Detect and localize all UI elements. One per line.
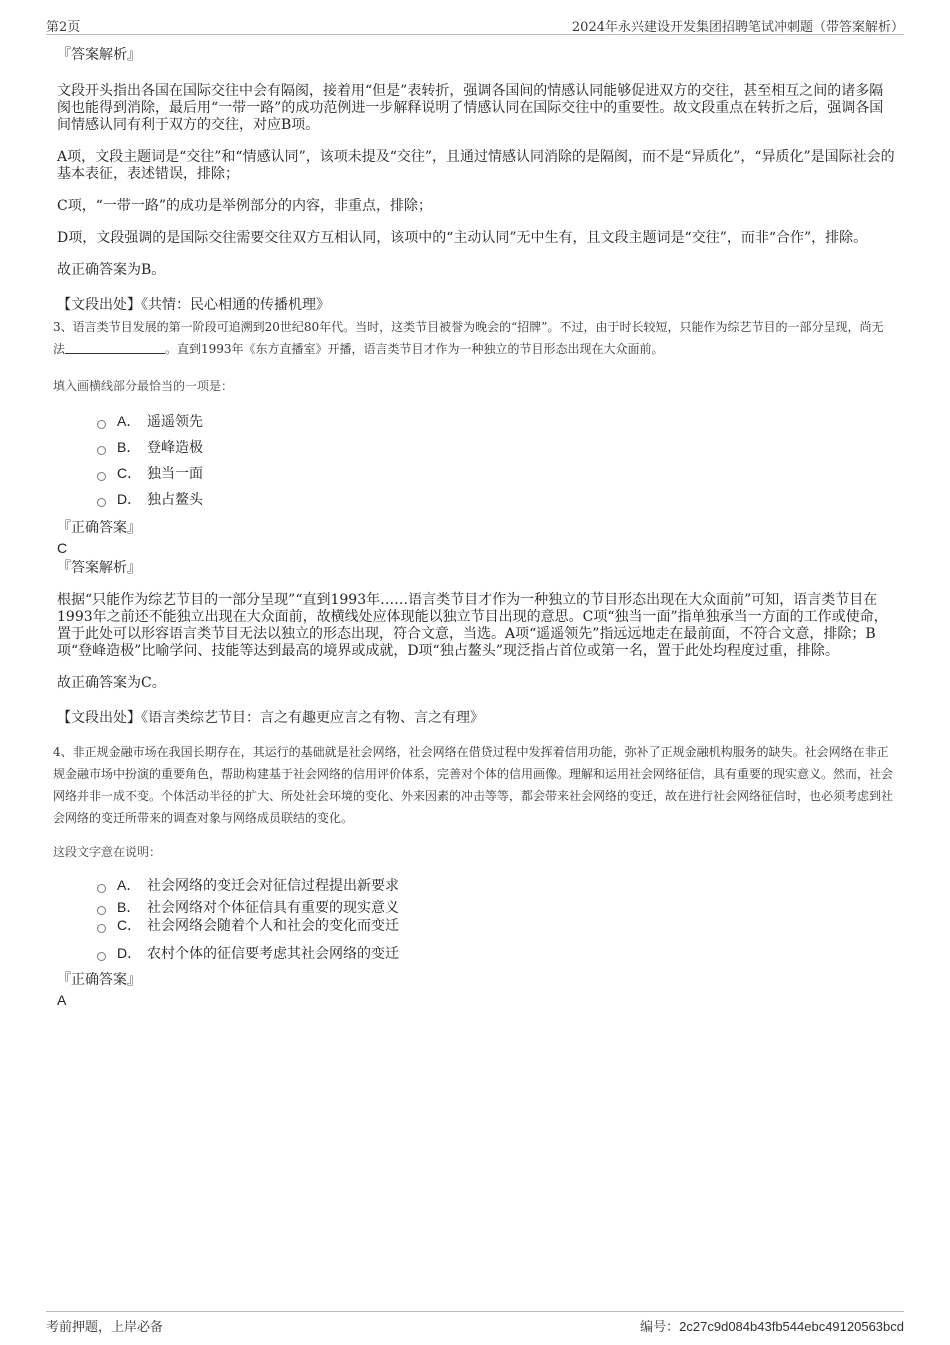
page-header	[46, 14, 904, 35]
question-4-prompt: 这段文字意在说明：	[53, 845, 162, 859]
option-d[interactable]: D． 独占鳌头	[97, 486, 897, 512]
question-3-text: 3、语言类节目发展的第一阶段可追溯到20世纪80年代。当时，这类节目被誉为晚会的“招牌”。不过，由于时长较短，只能作为综艺节目的一部分呈现，尚无法 。直到1993年《东方直播室》开播，语言类节目才作为一种独立的节目形态出现在大众面前。	[53, 320, 884, 356]
document-title: 2024年永兴建设开发集团招聘笔试冲刺题（带答案解析）	[571, 20, 904, 35]
question-3-prompt: 填入画横线部分最恰当的一项是：	[53, 379, 234, 393]
question-4-options	[97, 872, 897, 966]
option-b[interactable]: B． 社会网络对个体征信具有重要的现实意义	[97, 898, 897, 916]
option-a[interactable]: A． 社会网络的变迁会对征信过程提出新要求	[97, 872, 897, 898]
analysis-conclusion: 故正确答案为C。	[57, 675, 166, 691]
source-citation: 【文段出处】《语言类综艺节目：言之有趣更应言之有物、言之有理》	[57, 710, 484, 726]
analysis-heading: 『答案解析』	[57, 47, 141, 63]
source-citation: 【文段出处】《共情：民心相通的传播机理》	[57, 297, 330, 313]
page-footer	[46, 1311, 904, 1335]
correct-answer-heading: 『正确答案』	[57, 972, 141, 988]
option-a[interactable]: A． 遥遥领先	[97, 408, 897, 434]
radio-icon[interactable]	[97, 952, 106, 961]
radio-icon[interactable]	[97, 420, 106, 429]
correct-answer-heading: 『正确答案』	[57, 520, 141, 536]
fill-in-blank	[65, 341, 165, 354]
question-3-options	[97, 408, 897, 512]
radio-icon[interactable]	[97, 446, 106, 455]
question-4-text: 4、非正规金融市场在我国长期存在，其运行的基础就是社会网络，社会网络在借贷过程中发挥着信用功能，弥补了正规金融机构服务的缺失。社会网络在非正规金融市场中扮演的重要角色，帮助构建基于社会网络的信用评价体系，完善对个体的信用画像。理解和运用社会网络征信，具有重要的现实意义。然而，社会网络并非一成不变。个体活动半径的扩大、所处社会环境的变化、外来因素的冲击等等，都会带来社会网络的变迁，故在进行社会网络征信时，也必须考虑到社会网络的变迁所带来的调查对象与网络成员联结的变化。	[53, 745, 894, 825]
correct-answer-value: C	[57, 540, 68, 556]
radio-icon[interactable]	[97, 498, 106, 507]
page-number: 第2页	[46, 20, 81, 35]
analysis-paragraph: 文段开头指出各国在国际交往中会有隔阂，接着用“但是”表转折，强调各国间的情感认同能够促进双方的交往，甚至相互之间的诸多隔阂也能得到消除，最后用“一带一路”的成功范例进一步解释说明了情感认同在国际交往中的重要性。故文段重点在转折之后，强调各国间情感认同有利于双方的交往，对应B项。	[57, 83, 884, 133]
option-c[interactable]: C． 社会网络会随着个人和社会的变化而变迁	[97, 916, 897, 934]
analysis-option-c-note: C项，“一带一路”的成功是举例部分的内容，非重点，排除；	[57, 198, 433, 214]
analysis-conclusion: 故正确答案为B。	[57, 262, 166, 278]
option-c[interactable]: C． 独当一面	[97, 460, 897, 486]
analysis-option-a-note: A项，文段主题词是“交往”和“情感认同”，该项未提及“交往”，且通过情感认同消除的是隔阂，而不是“异质化”，“异质化”是国际社会的基本表征，表述错误，排除；	[57, 149, 895, 182]
option-b[interactable]: B． 登峰造极	[97, 434, 897, 460]
correct-answer-value: A	[57, 992, 67, 1008]
analysis-heading: 『答案解析』	[57, 560, 141, 576]
main-content	[53, 45, 897, 1010]
document-id: 编号：2c27c9d084b43fb544ebc49120563bcd	[640, 1319, 904, 1334]
analysis-option-d-note: D项，文段强调的是国际交往需要交往双方互相认同，该项中的“主动认同”无中生有，且文段主题词是“交往”，而非“合作”，排除。	[57, 230, 868, 246]
radio-icon[interactable]	[97, 472, 106, 481]
analysis-paragraph: 根据“只能作为综艺节目的一部分呈现”“直到1993年……语言类节目才作为一种独立的节目形态出现在大众面前”可知，语言类节目在1993年之前还不能独立出现在大众面前，故横线处应体现能以独立节目出现的意思。C项“独当一面”指单独承当一方面的工作或使命，置于此处可以形容语言类节目无法以独立的形态出现，符合文意，当选。A项“遥遥领先”指远远地走在最前面，不符合文意，排除；B项“登峰造极”比喻学问、技能等达到最高的境界或成就，D项“独占鳌头”现泛指占首位或第一名，置于此处均程度过重，排除。	[57, 592, 888, 659]
footer-slogan: 考前押题，上岸必备	[46, 1320, 164, 1335]
option-d[interactable]: D． 农村个体的征信要考虑其社会网络的变迁	[97, 940, 897, 966]
radio-icon[interactable]	[97, 884, 106, 893]
radio-icon[interactable]	[97, 924, 106, 933]
radio-icon[interactable]	[97, 906, 106, 915]
